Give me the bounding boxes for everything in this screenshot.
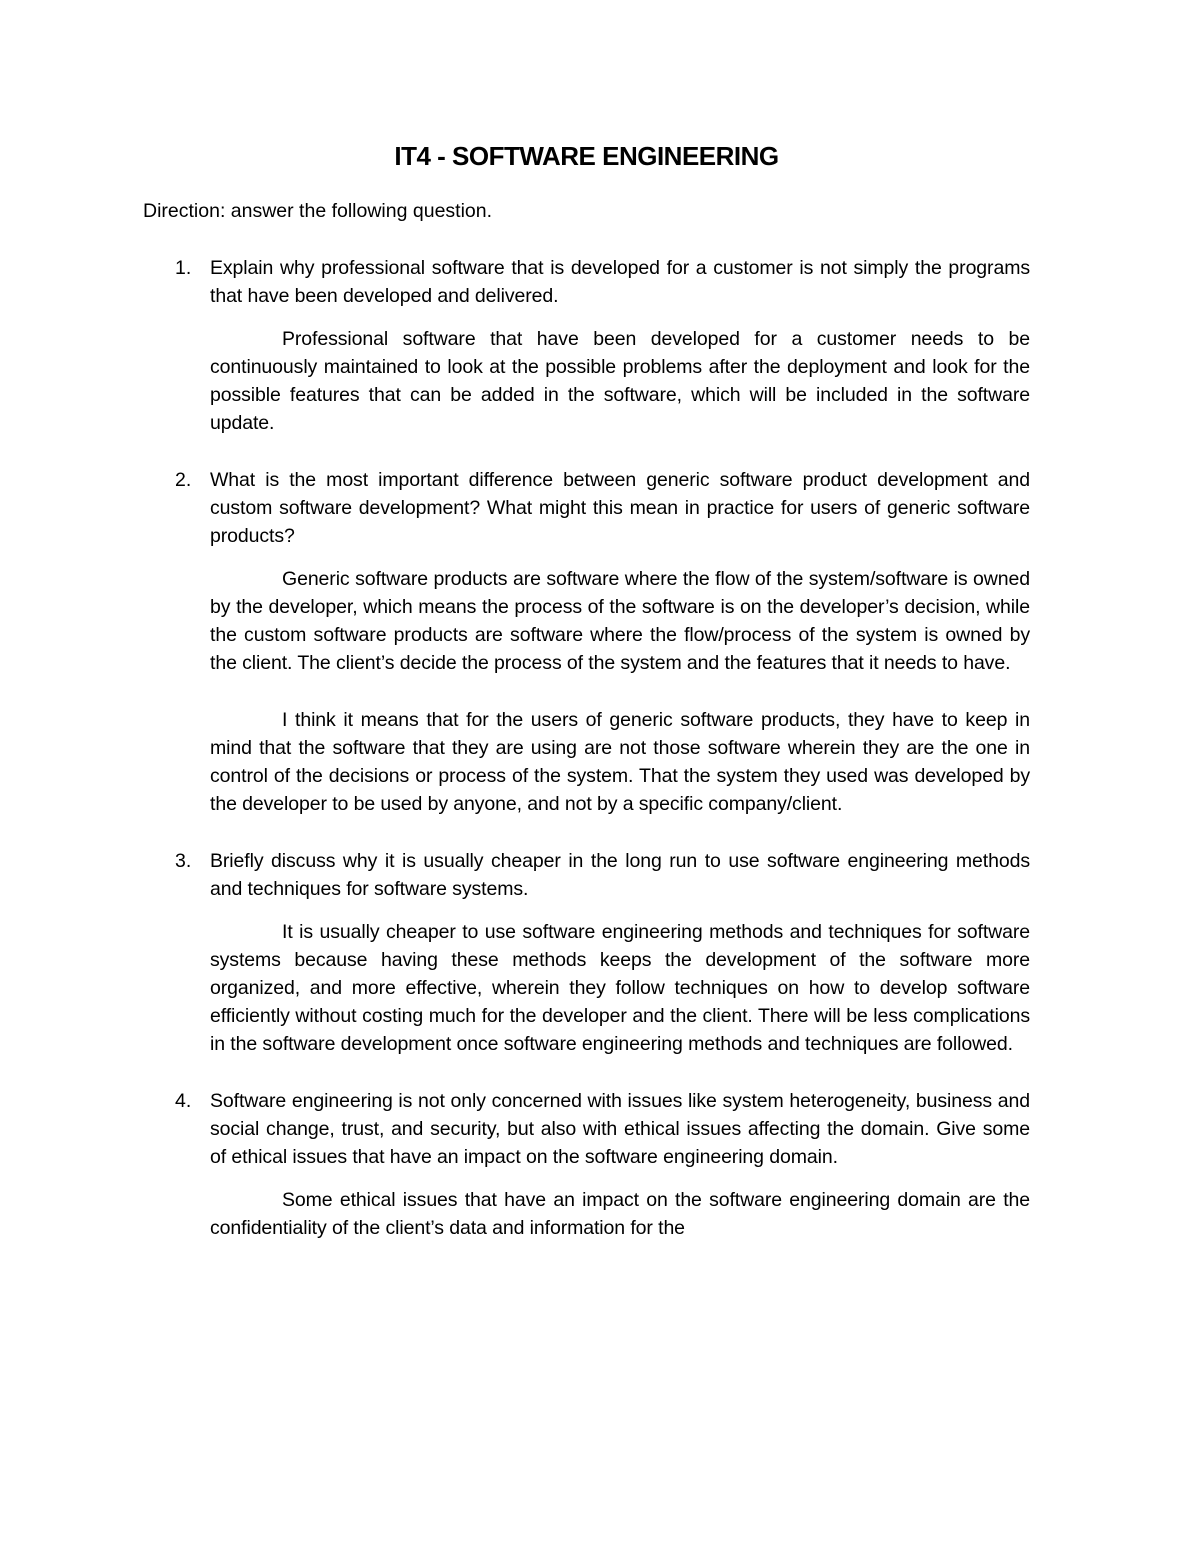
direction-text: Direction: answer the following question. xyxy=(143,200,493,222)
answer-paragraph: Generic software products are software where the flow of the system/software is owned by the developer, which means the process of the software is on the developer’s decision, while the custom software products are software where the flow/process of the system is owned by the client. The client’s decide the process of the system and the features that it needs to have. xyxy=(210,568,1030,674)
question-number: 1. xyxy=(175,257,192,279)
document-title: IT4 - SOFTWARE ENGINEERING xyxy=(394,141,779,171)
question-body xyxy=(210,1087,1030,1242)
answer-paragraph: Some ethical issues that have an impact on the software engineering domain are the confidentiality of the client’s data and information for the xyxy=(210,1189,1030,1239)
question-number: 2. xyxy=(175,469,192,491)
question-number: 3. xyxy=(175,850,192,872)
question-text: Explain why professional software that is developed for a customer is not simply the programs that have been developed and delivered. xyxy=(210,257,1030,307)
question-text: Briefly discuss why it is usually cheaper in the long run to use software engineering methods and techniques for software systems. xyxy=(210,850,1030,900)
question-number: 4. xyxy=(175,1090,192,1112)
question-item-1 xyxy=(175,254,1030,437)
answer-paragraph: I think it means that for the users of generic software products, they have to keep in mind that the software that they are using are not those software wherein they are the one in control of the decisions or process of the system. That the system they used was developed by the developer to be used by anyone, and not by a specific company/client. xyxy=(210,709,1030,815)
question-item-4 xyxy=(175,1087,1030,1242)
question-text: Software engineering is not only concerned with issues like system heterogeneity, business and social change, trust, and security, but also with ethical issues affecting the domain. Give some of ethical issues that have an impact on the software engineering domain. xyxy=(210,1090,1030,1168)
answer-paragraph: It is usually cheaper to use software engineering methods and techniques for software systems because having these methods keeps the development of the software more organized, and more effective, wherein they follow techniques on how to develop software efficiently without costing much for the developer and the client. There will be less complications in the software development once software engineering methods and techniques are followed. xyxy=(210,921,1030,1055)
question-body xyxy=(210,254,1030,437)
question-item-2 xyxy=(175,466,1030,818)
question-body xyxy=(210,847,1030,1058)
question-text: What is the most important difference between generic software product development and custom software development? What might this mean in practice for users of generic software products? xyxy=(210,469,1030,547)
question-body xyxy=(210,466,1030,818)
answer-paragraph: Professional software that have been developed for a customer needs to be continuously maintained to look at the possible problems after the deployment and look for the possible features that can be added in the software, which will be included in the software update. xyxy=(210,328,1030,434)
question-item-3 xyxy=(175,847,1030,1058)
